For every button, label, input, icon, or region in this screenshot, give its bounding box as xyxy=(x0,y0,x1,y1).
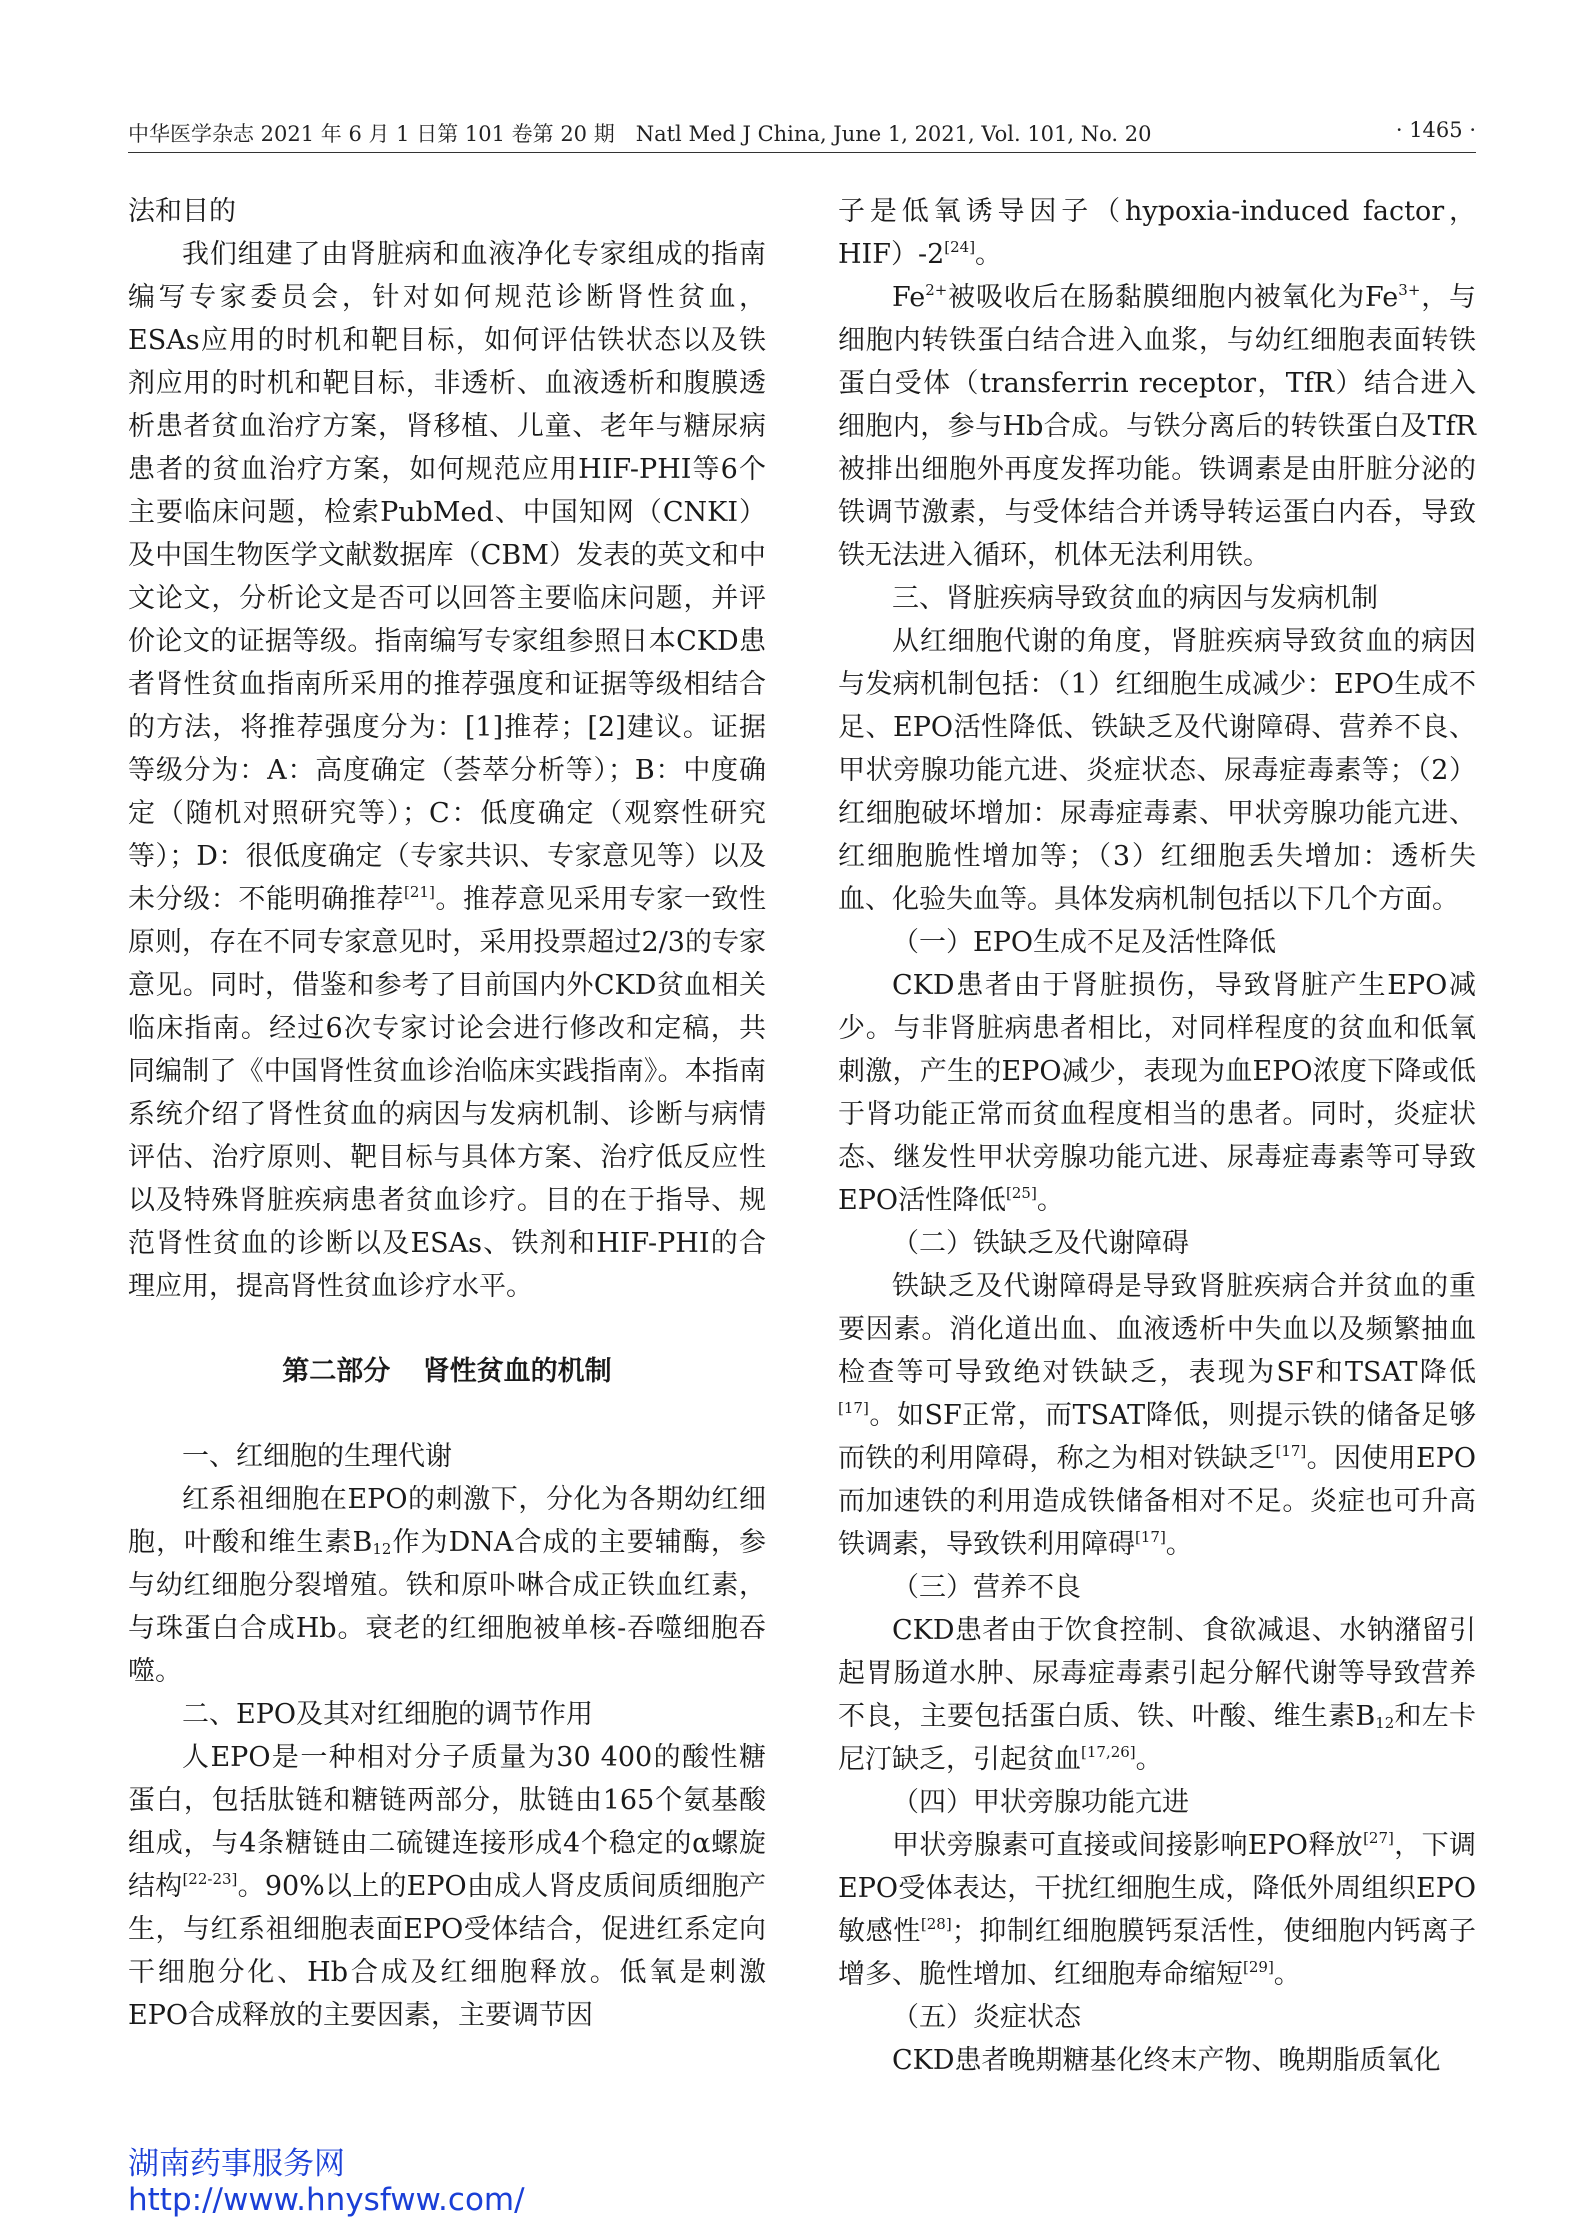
paragraph xyxy=(128,233,766,1308)
text-run: 。 xyxy=(1165,1529,1193,1560)
citation-ref: [24] xyxy=(944,238,976,256)
paragraph xyxy=(128,1478,766,1693)
text-run: 。 xyxy=(1036,1185,1064,1216)
text-run: 被吸收后在肠黏膜细胞内被氧化为Fe xyxy=(947,282,1399,313)
paragraph xyxy=(128,1736,766,2037)
part-label: 第二部分 xyxy=(282,1356,391,1387)
text-run: 。 xyxy=(1273,1959,1301,1990)
left-column xyxy=(128,190,766,2037)
citation-ref: [28] xyxy=(920,1915,952,1933)
paragraph xyxy=(838,1609,1476,1781)
subsection-heading: （四）甲状旁腺功能亢进 xyxy=(892,1787,1189,1818)
citation-ref: [17] xyxy=(838,1399,869,1417)
text-run: 。因使用EPO而加速铁的利用造成铁储备相对不足。炎症也可升高铁调素，导致铁利用障碍 xyxy=(838,1443,1477,1560)
paragraph xyxy=(838,190,1476,276)
citation-ref: [27] xyxy=(1363,1829,1394,1847)
text-run: 。 xyxy=(1135,1744,1163,1775)
citation-ref: [25] xyxy=(1006,1184,1037,1202)
text-run: 子是低氧诱导因子（hypoxia-induced factor，HIF）-2 xyxy=(838,196,1476,270)
citation-ref: [29] xyxy=(1243,1958,1274,1976)
text-run: 作为DNA合成的主要辅酶，参与幼红细胞分裂增殖。铁和原卟啉合成正铁血红素，与珠蛋白合成Hb。衰老的红细胞被单核-吞噬细胞吞噬。 xyxy=(128,1527,766,1687)
part-heading xyxy=(128,1350,766,1393)
citation-ref: [22-23] xyxy=(182,1870,238,1888)
citation-ref: [21] xyxy=(404,883,435,901)
paragraph xyxy=(838,1265,1476,1566)
text-run: 和左卡尼汀缺乏，引起贫血 xyxy=(838,1701,1477,1775)
running-header xyxy=(128,112,1476,150)
text-run: 。90%以上的EPO由成人肾皮质间质细胞产生，与红系祖细胞表面EPO受体结合，促进红系定向干细胞分化、Hb合成及红细胞释放。低氧是刺激EPO合成释放的主要因素，主要调节因 xyxy=(128,1871,767,2031)
header-rule xyxy=(128,152,1476,153)
text-run: 红系祖细胞在EPO的刺激下，分化为各期幼红细胞，叶酸和维生素B xyxy=(128,1484,766,1558)
watermark-url[interactable]: http://www.hnysfww.com/ xyxy=(128,2182,525,2218)
paragraph: 法和目的 xyxy=(128,196,236,227)
text-run: 。如SF正常，而TSAT降低，则提示铁的储备足够而铁的利用障碍，称之为相对铁缺乏 xyxy=(838,1400,1476,1474)
subsection-heading: （三）营养不良 xyxy=(892,1572,1081,1603)
citation-ref: [17,26] xyxy=(1081,1743,1136,1761)
text-run: CKD患者由于饮食控制、食欲减退、水钠潴留引起胃肠道水肿、尿毒症毒素引起分解代谢等导致营养不良，主要包括蛋白质、铁、叶酸、维生素B xyxy=(838,1615,1476,1732)
page-number: · 1465 · xyxy=(1395,118,1476,142)
paragraph: CKD患者晚期糖基化终末产物、晚期脂质氧化 xyxy=(892,2045,1441,2076)
text-run: 人EPO是一种相对分子质量为30 400的酸性糖蛋白，包括肽链和糖链两部分，肽链由165个氨基酸组成，与4条糖链由二硫键连接形成4个稳定的α螺旋结构 xyxy=(128,1742,766,1902)
part-title: 肾性贫血的机制 xyxy=(422,1356,612,1387)
text-run: ，与细胞内转铁蛋白结合进入血浆，与幼红细胞表面转铁蛋白受体（transferrin receptor，TfR）结合进入细胞内，参与Hb合成。与铁分离后的转铁蛋白及TfR被排出细胞外再度发挥功能。铁调素是由肝脏分泌的铁调节激素，与受体结合并诱导转运蛋白内吞，导致铁无法进入循环，机体无法利用铁。 xyxy=(838,282,1476,571)
citation-ref: [17] xyxy=(1275,1442,1307,1460)
subsection-heading: （一）EPO生成不足及活性降低 xyxy=(892,927,1277,958)
superscript: 3+ xyxy=(1398,281,1421,299)
section-heading: 二、EPO及其对红细胞的调节作用 xyxy=(182,1699,594,1730)
paragraph: 从红细胞代谢的角度，肾脏疾病导致贫血的病因与发病机制包括：（1）红细胞生成减少：EPO生成不足、EPO活性降低、铁缺乏及代谢障碍、营养不良、甲状旁腺功能亢进、炎症状态、尿毒症毒素等；（2）红细胞破坏增加：尿毒症毒素、甲状旁腺功能亢进、红细胞脆性增加等；（3）红细胞丢失增加：透析失血、化验失血等。具体发病机制包括以下几个方面。 xyxy=(838,626,1476,915)
text-run: CKD患者由于肾脏损伤，导致肾脏产生EPO减少。与非肾脏病患者相比，对同样程度的贫血和低氧刺激，产生的EPO减少，表现为血EPO浓度下降或低于肾功能正常而贫血程度相当的患者。同时，炎症状态、继发性甲状旁腺功能亢进、尿毒症毒素等可导致EPO活性降低 xyxy=(838,970,1476,1216)
text-run: ；抑制红细胞膜钙泵活性，使细胞内钙离子增多、脆性增加、红细胞寿命缩短 xyxy=(838,1916,1477,1990)
paragraph xyxy=(838,276,1476,577)
superscript: 2+ xyxy=(925,281,948,299)
section-heading: 一、红细胞的生理代谢 xyxy=(182,1441,452,1472)
text-run: 铁缺乏及代谢障碍是导致肾脏疾病合并贫血的重要因素。消化道出血、血液透析中失血以及频繁抽血检查等可导致绝对铁缺乏，表现为SF和TSAT降低 xyxy=(838,1271,1476,1388)
subsection-heading: （五）炎症状态 xyxy=(892,2002,1081,2033)
paragraph xyxy=(838,1824,1476,1996)
text-run: 甲状旁腺素可直接或间接影响EPO释放 xyxy=(892,1830,1364,1861)
journal-citation: 中华医学杂志 2021 年 6 月 1 日第 101 卷第 20 期 Natl Med J China, June 1, 2021, Vol. 101, No. 20 xyxy=(128,122,1152,146)
subscript: 12 xyxy=(372,1540,392,1558)
section-heading: 三、肾脏疾病导致贫血的病因与发病机制 xyxy=(892,583,1378,614)
subsection-heading: （二）铁缺乏及代谢障碍 xyxy=(892,1228,1189,1259)
paragraph xyxy=(838,964,1476,1222)
subscript: 12 xyxy=(1375,1714,1395,1732)
text-run: 我们组建了由肾脏病和血液净化专家组成的指南编写专家委员会，针对如何规范诊断肾性贫血，ESAs应用的时机和靶目标，如何评估铁状态以及铁剂应用的时机和靶目标，非透析、血液透析和腹膜透析患者贫血治疗方案，肾移植、儿童、老年与糖尿病患者的贫血治疗方案，如何规范应用HIF-PHI等6个主要临床问题，检索PubMed、中国知网（CNKI）及中国生物医学文献数据库（CBM）发表的英文和中文论文，分析论文是否可以回答主要临床问题，并评价论文的证据等级。指南编写专家组参照日本CKD患者肾性贫血指南所采用的推荐强度和证据等级相结合的方法，将推荐强度分为：[1]推荐；[2]建议。证据等级分为：A：高度确定（荟萃分析等）；B：中度确定（随机对照研究等）；C：低度确定（观察性研究等）；D：很低度确定（专家共识、专家意见等）以及未分级：不能明确推荐 xyxy=(128,239,766,915)
text-run: 。 xyxy=(975,239,1003,270)
text-run: ，下调EPO受体表达，干扰红细胞生成，降低外周组织EPO敏感性 xyxy=(838,1830,1477,1947)
site-watermark xyxy=(128,2146,525,2218)
watermark-site-name: 湖南药事服务网 xyxy=(128,2146,345,2182)
right-column xyxy=(838,190,1476,2082)
text-run: Fe xyxy=(892,282,926,313)
citation-ref: [17] xyxy=(1135,1528,1166,1546)
text-run: 。推荐意见采用专家一致性原则，存在不同专家意见时，采用投票超过2/3的专家意见。同时，借鉴和参考了目前国内外CKD贫血相关临床指南。经过6次专家讨论会进行修改和定稿，共同编制了《中国肾性贫血诊治临床实践指南》。本指南系统介绍了肾性贫血的病因与发病机制、诊断与病情评估、治疗原则、靶目标与具体方案、治疗低反应性以及特殊肾脏疾病患者贫血诊疗。目的在于指导、规范肾性贫血的诊断以及ESAs、铁剂和HIF-PHI的合理应用，提高肾性贫血诊疗水平。 xyxy=(128,884,767,1302)
